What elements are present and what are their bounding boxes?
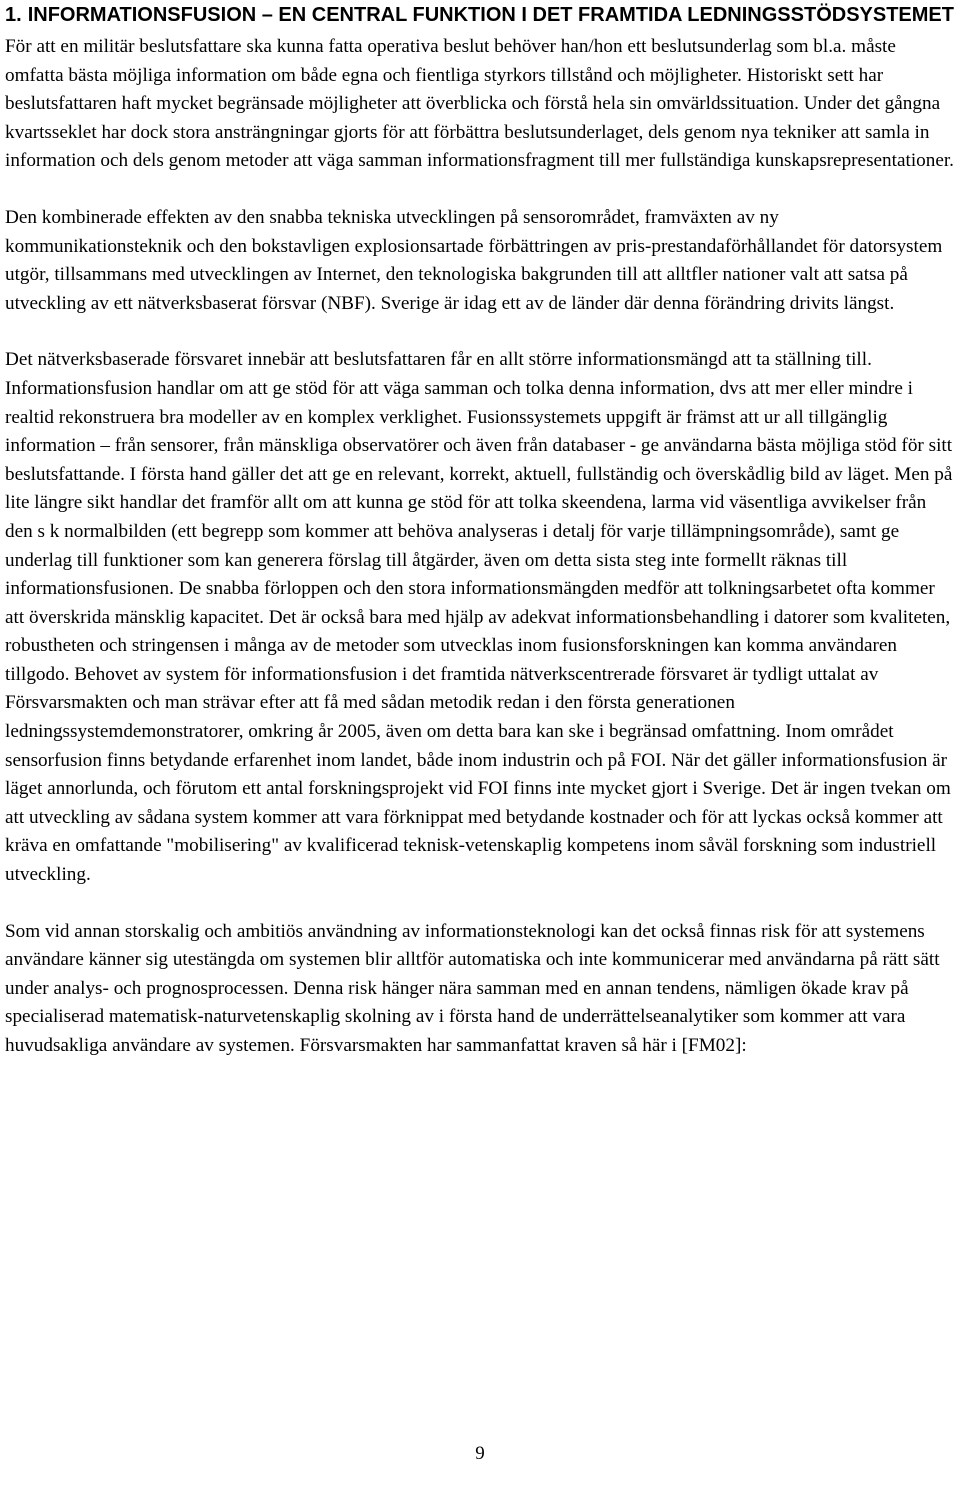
page-number: 9 <box>475 1443 485 1464</box>
paragraph-user-risk: Som vid annan storskalig och ambitiös användning av informationsteknologi kan det också finnas risk för att systemens användare känner sig utestängda om systemen blir alltför automatiska och inte kommunicerar med användarna på rätt sätt under analys- och prognosprocessen. Denna risk hänger nära samman med en annan tendens, nämligen ökade krav på specialiserad matematisk-naturvetenskaplig skolning av i första hand de underrättelseanalytiker som kommer att vara huvudsakliga användare av systemen. Försvarsmakten har sammanfattat kraven så här i [FM02]: <box>5 920 940 1056</box>
paragraph-nbf: Den kombinerade effekten av den snabba tekniska utvecklingen på sensorområdet, framväxten av ny kommunikationsteknik och den bokstavligen explosionsartade förbättringen av pris-prestandaförhållandet för datorsystem utgör, tillsammans med utvecklingen av Internet, den teknologiska bakgrunden till att alltfler nationer valt att satsa på utveckling av ett nätverksbaserat försvar (NBF). Sverige är idag ett av de länder där denna förändring drivits längst. <box>5 206 943 314</box>
section-heading <box>5 0 955 29</box>
paragraph-intro: För att en militär beslutsfattare ska kunna fatta operativa beslut behöver han/hon ett beslutsunderlag som bl.a. måste omfatta bästa möjliga information om både egna och fientliga styrkors tillstånd och möjligheter. Historiskt sett har beslutsfattaren haft mycket begränsade möjligheter att överblicka och förstå hela sin omvärldssituation. Under det gångna kvartsseklet har dock stora ansträngningar gjorts för att förbättra beslutsunderlaget, dels genom nya tekniker att samla in information och dels genom metoder att väga samman informationsfragment till mer fullständiga kunskapsrepresentationer. <box>5 36 954 172</box>
paragraph-gap <box>5 176 955 204</box>
paragraph-information-fusion: Det nätverksbaserade försvaret innebär att beslutsfattaren får en allt större informationsmängd att ta ställning till. Informationsfusion handlar om att ge stöd för att väga samman och tolka denna information, dvs att mer eller mindre i realtid rekonstruera bra modeller av en komplex verklighet. Fusionssystemets uppgift är främst att ur all tillgänglig information – från sensorer, från mänskliga observatörer och även från databaser - ge användarna bästa möjliga stöd för sitt beslutsfattande. I första hand gäller det att ge en relevant, korrekt, aktuell, fullständig och överskådlig bild av läget. Men på lite längre sikt handlar det framför allt om att kunna ge stöd för att tolka skeendena, larma vid väsentliga avvikelser från den s k normalbilden (ett begrepp som kommer att behöva analyseras i detalj för varje tillämpningsområde), samt ge underlag till funktioner som kan generera förslag till åtgärder, även om detta sista steg inte formellt räknas till informationsfusionen. De snabba förloppen och den stora informationsmängden medför att tolkningsarbetet ofta kommer att överskrida mänsklig kapacitet. Det är också bara med hjälp av adekvat informationsbehandling i datorer som kvaliteten, robustheten och stringensen i många av de metoder som utvecklas inom fusionsforskningen kan komma användaren tillgodo. Behovet av system för informationsfusion i det framtida nätverkscentrerade försvaret är tydligt uttalat av Försvarsmakten och man strävar efter att få med sådan metodik redan i den första generationen ledningssystemdemonstratorer, omkring år 2005, även om detta bara kan ske i begränsad omfattning. Inom området sensorfusion finns betydande erfarenhet inom landet, både inom industrin och på FOI. När det gäller informationsfusion är läget annorlunda, och förutom ett antal forskningsprojekt vid FOI finns inte mycket gjort i Sverige. Det är ingen tvekan om att utveckling av sådana system kommer att vara förknippat med betydande kostnader och för att lyckas också kommer att kräva en omfattande "mobilisering" av kvalificerad teknisk-vetenskaplig kompetens inom såväl forskning som industriell utveckling. <box>5 349 953 886</box>
document-page <box>5 0 955 1061</box>
section-title: INFORMATIONSFUSION – EN CENTRAL FUNKTION I DET FRAMTIDA LEDNINGSSTÖDSYSTEMET <box>27 4 954 26</box>
section-number: 1. <box>5 4 22 26</box>
paragraph-gap <box>5 318 955 346</box>
paragraph-gap <box>5 890 955 918</box>
